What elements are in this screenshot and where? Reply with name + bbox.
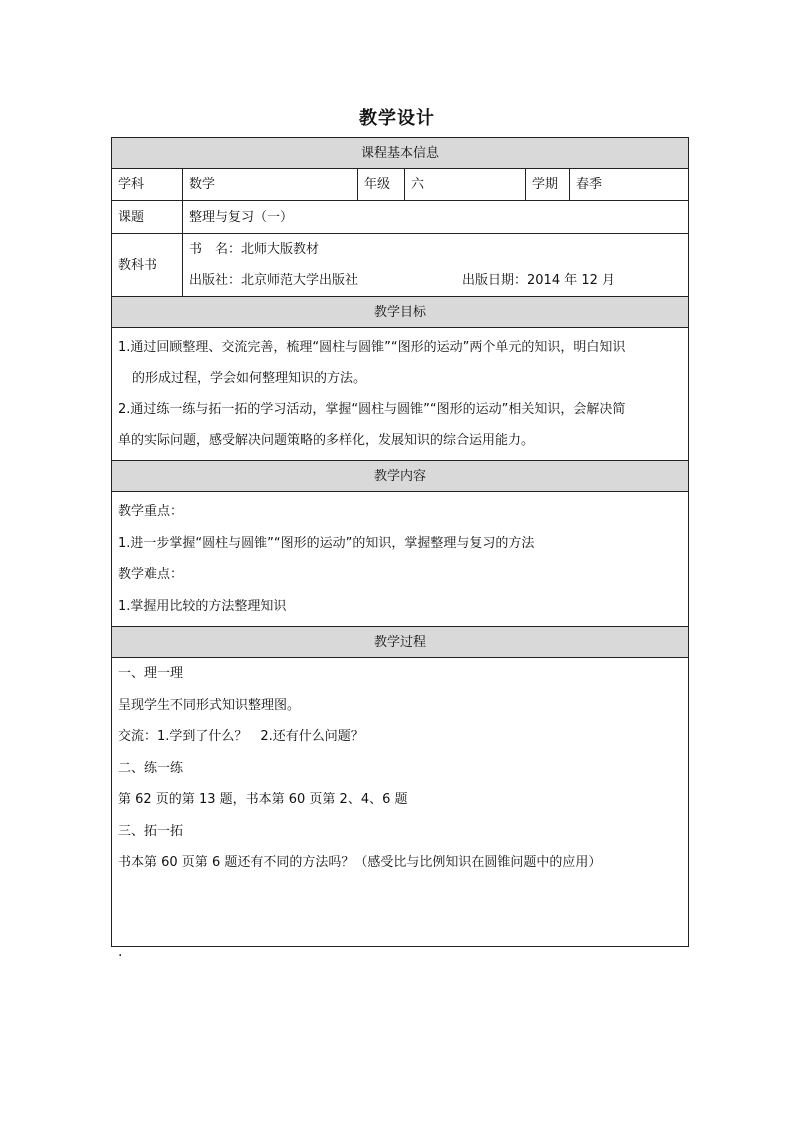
topic-row [112,201,689,234]
content-row [112,492,689,627]
basic-info-header: 课程基本信息 [112,138,689,169]
term-label: 学期 [526,169,570,201]
trailing-mark: . [118,944,123,960]
process-row [112,658,689,947]
process-body [112,658,689,947]
textbook-details [183,234,689,297]
goal-item-2-line-1: 2.通过练一练与拓一拓的学习活动，掌握“圆柱与圆锥”“图形的运动”相关知识，会解决简 [118,402,626,417]
goals-row [112,328,689,461]
subject-row [112,169,689,201]
subject-value: 数学 [183,169,358,201]
basic-info-header-row [112,138,689,169]
content-header-row [112,461,689,492]
process-header: 教学过程 [112,627,689,658]
goals-header-row [112,297,689,328]
content-body [112,492,689,627]
publisher: 出版社：北京师范大学出版社 [189,273,359,288]
key-points-label: 教学重点： [118,504,184,519]
process-line: 三、拓一拓 [118,823,184,839]
document-title: 教学设计 [359,108,435,129]
difficulty-label: 教学难点： [118,567,184,582]
goals-header: 教学目标 [112,297,689,328]
process-line: 二、练一练 [118,760,184,776]
book-name: 书 名：北师大版教材 [189,242,320,257]
term-value: 春季 [570,169,689,201]
process-header-row [112,627,689,658]
grade-value: 六 [405,169,526,201]
lesson-plan-table [111,137,689,947]
subject-label: 学科 [112,169,183,201]
textbook-label: 教科书 [112,234,183,297]
goals-body [112,328,689,461]
process-line: 交流：1.学到了什么？ 2.还有什么问题？ [118,729,364,744]
goal-item-1-line-2: 的形成过程，学会如何整理知识的方法。 [132,371,367,386]
difficulty-item: 1.掌握用比较的方法整理知识 [118,598,287,614]
goal-item-2-line-2: 单的实际问题，感受解决问题策略的多样化，发展知识的综合运用能力。 [118,433,535,448]
key-point-item: 1.进一步掌握“圆柱与圆锥”“图形的运动”的知识，掌握整理与复习的方法 [118,535,535,551]
content-header: 教学内容 [112,461,689,492]
process-line: 一、理一理 [118,666,184,681]
textbook-row [112,234,689,297]
process-line: 第 62 页的第 13 题，书本第 60 页第 2、4、6 题 [118,792,408,807]
goal-item-1-line-1: 1.通过回顾整理、交流完善，梳理“圆柱与圆锥”“图形的运动”两个单元的知识，明白知识 [118,340,626,355]
grade-label: 年级 [358,169,405,201]
topic-value: 整理与复习（一） [183,201,689,234]
publish-date: 出版日期：2014 年 12 月 [462,273,616,288]
topic-label: 课题 [112,201,183,234]
process-line: 呈现学生不同形式知识整理图。 [118,697,301,713]
process-line: 书本第 60 页第 6 题还有不同的方法吗？（感受比与比例知识在圆锥问题中的应用） [118,855,602,870]
